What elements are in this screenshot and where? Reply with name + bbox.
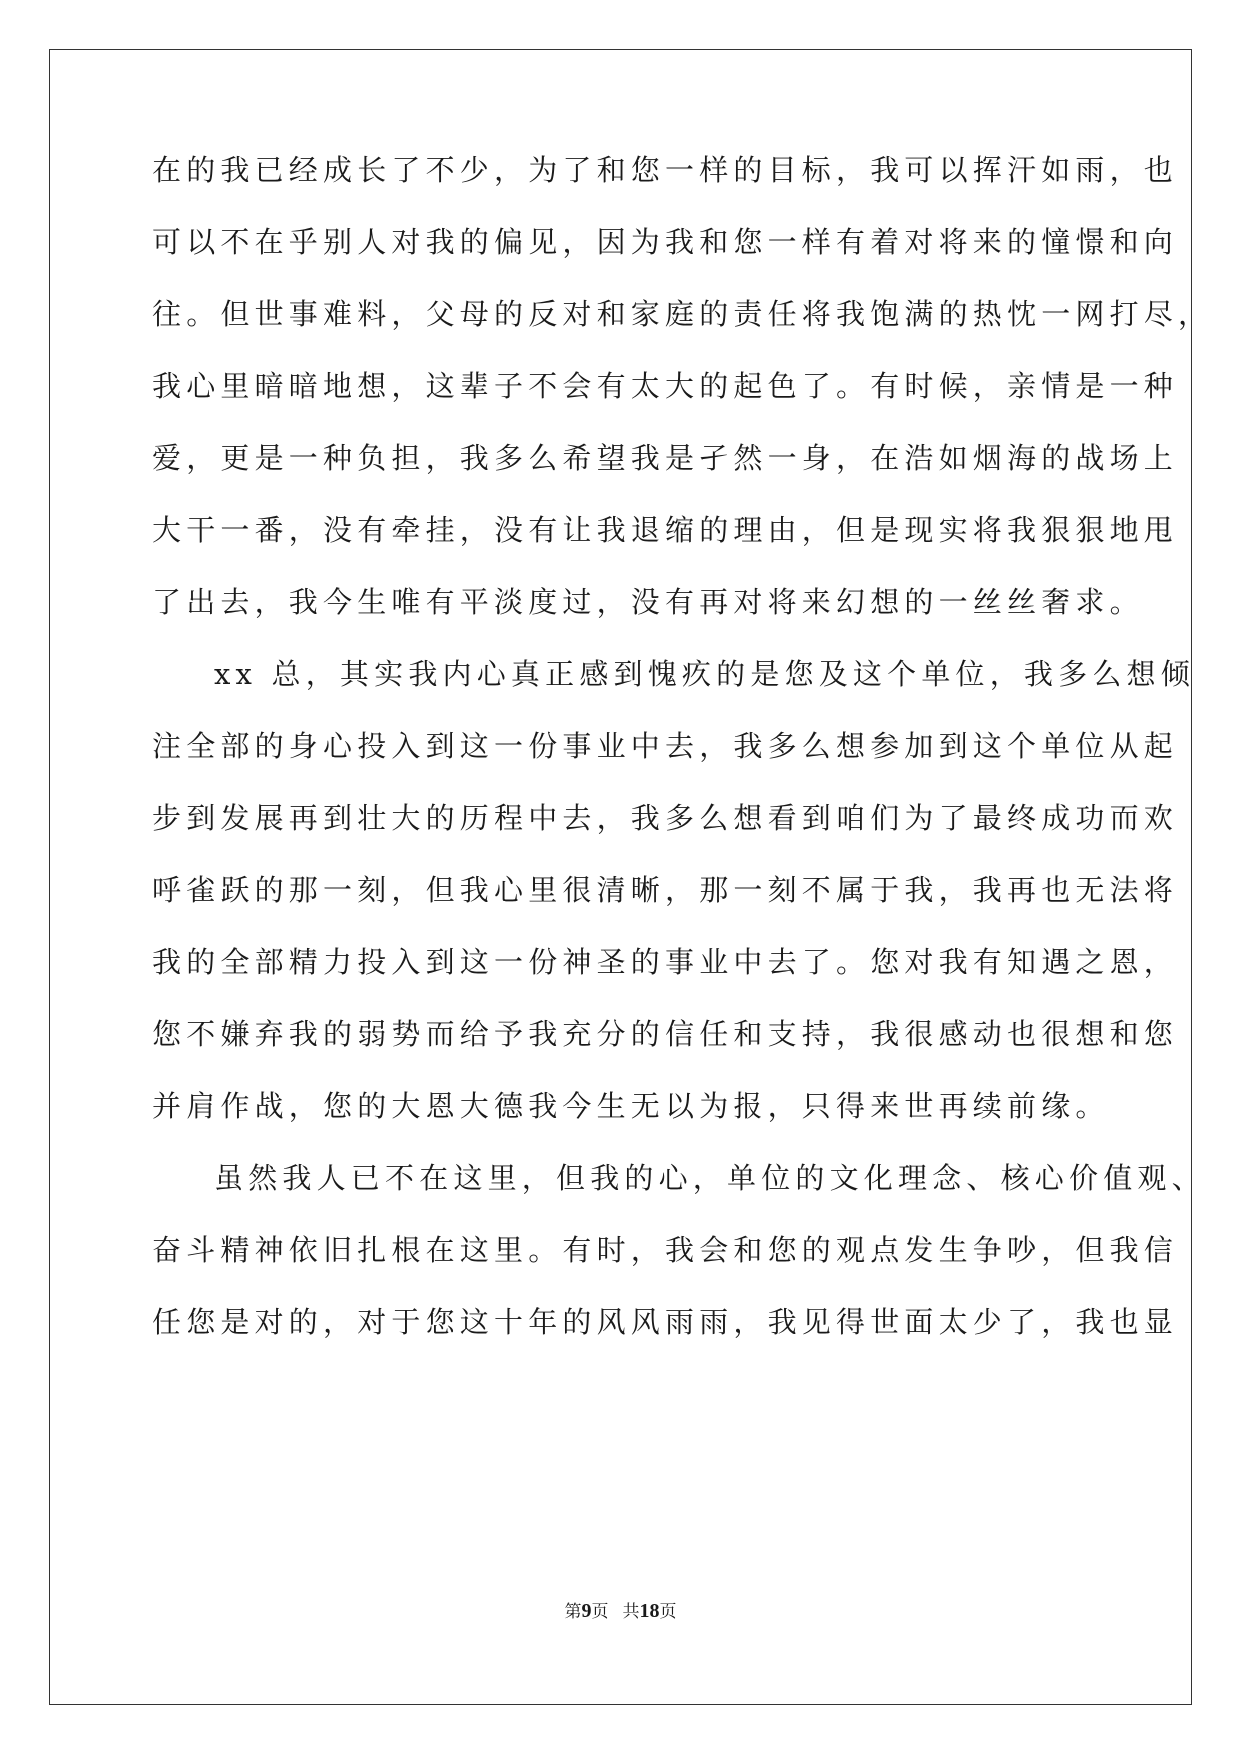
text-line: 步到发展再到壮大的历程中去，我多么想看到咱们为了最终成功而欢 (152, 801, 1179, 835)
text-line: xx 总，其实我内心真正感到愧疚的是您及这个单位，我多么想倾 (214, 657, 1195, 691)
page-number: 第9页 (564, 1600, 609, 1622)
text-line: 呼雀跃的那一刻，但我心里很清晰，那一刻不属于我，我再也无法将 (152, 873, 1179, 907)
text-line: 往。但世事难料，父母的反对和家庭的责任将我饱满的热忱一网打尽， (152, 297, 1213, 331)
text-line: 我心里暗暗地想，这辈子不会有太大的起色了。有时候，亲情是一种 (152, 369, 1179, 403)
text-line: 我的全部精力投入到这一份神圣的事业中去了。您对我有知遇之恩， (152, 945, 1179, 979)
text-line: 可以不在乎别人对我的偏见，因为我和您一样有着对将来的憧憬和向 (152, 225, 1179, 259)
text-line: 大干一番，没有牵挂，没有让我退缩的理由，但是现实将我狠狠地甩 (152, 513, 1179, 547)
text-line: 并肩作战，您的大恩大德我今生无以为报，只得来世再续前缘。 (152, 1089, 1110, 1123)
text-line: 您不嫌弃我的弱势而给予我充分的信任和支持，我很感动也很想和您 (152, 1017, 1179, 1051)
page-total: 共18页 (622, 1600, 677, 1622)
text-line: 爱，更是一种负担，我多么希望我是孑然一身，在浩如烟海的战场上 (152, 441, 1179, 475)
text-line: 任您是对的，对于您这十年的风风雨雨，我见得世面太少了，我也显 (152, 1305, 1179, 1339)
text-line: 虽然我人已不在这里，但我的心，单位的文化理念、核心价值观、 (214, 1161, 1206, 1195)
text-line: 奋斗精神依旧扎根在这里。有时，我会和您的观点发生争吵，但我信 (152, 1233, 1179, 1267)
text-line: 了出去，我今生唯有平淡度过，没有再对将来幻想的一丝丝奢求。 (152, 585, 1144, 619)
page-footer (0, 1599, 1241, 1624)
text-line: 注全部的身心投入到这一份事业中去，我多么想参加到这个单位从起 (152, 729, 1179, 763)
text-line: 在的我已经成长了不少，为了和您一样的目标，我可以挥汗如雨，也 (152, 153, 1179, 187)
